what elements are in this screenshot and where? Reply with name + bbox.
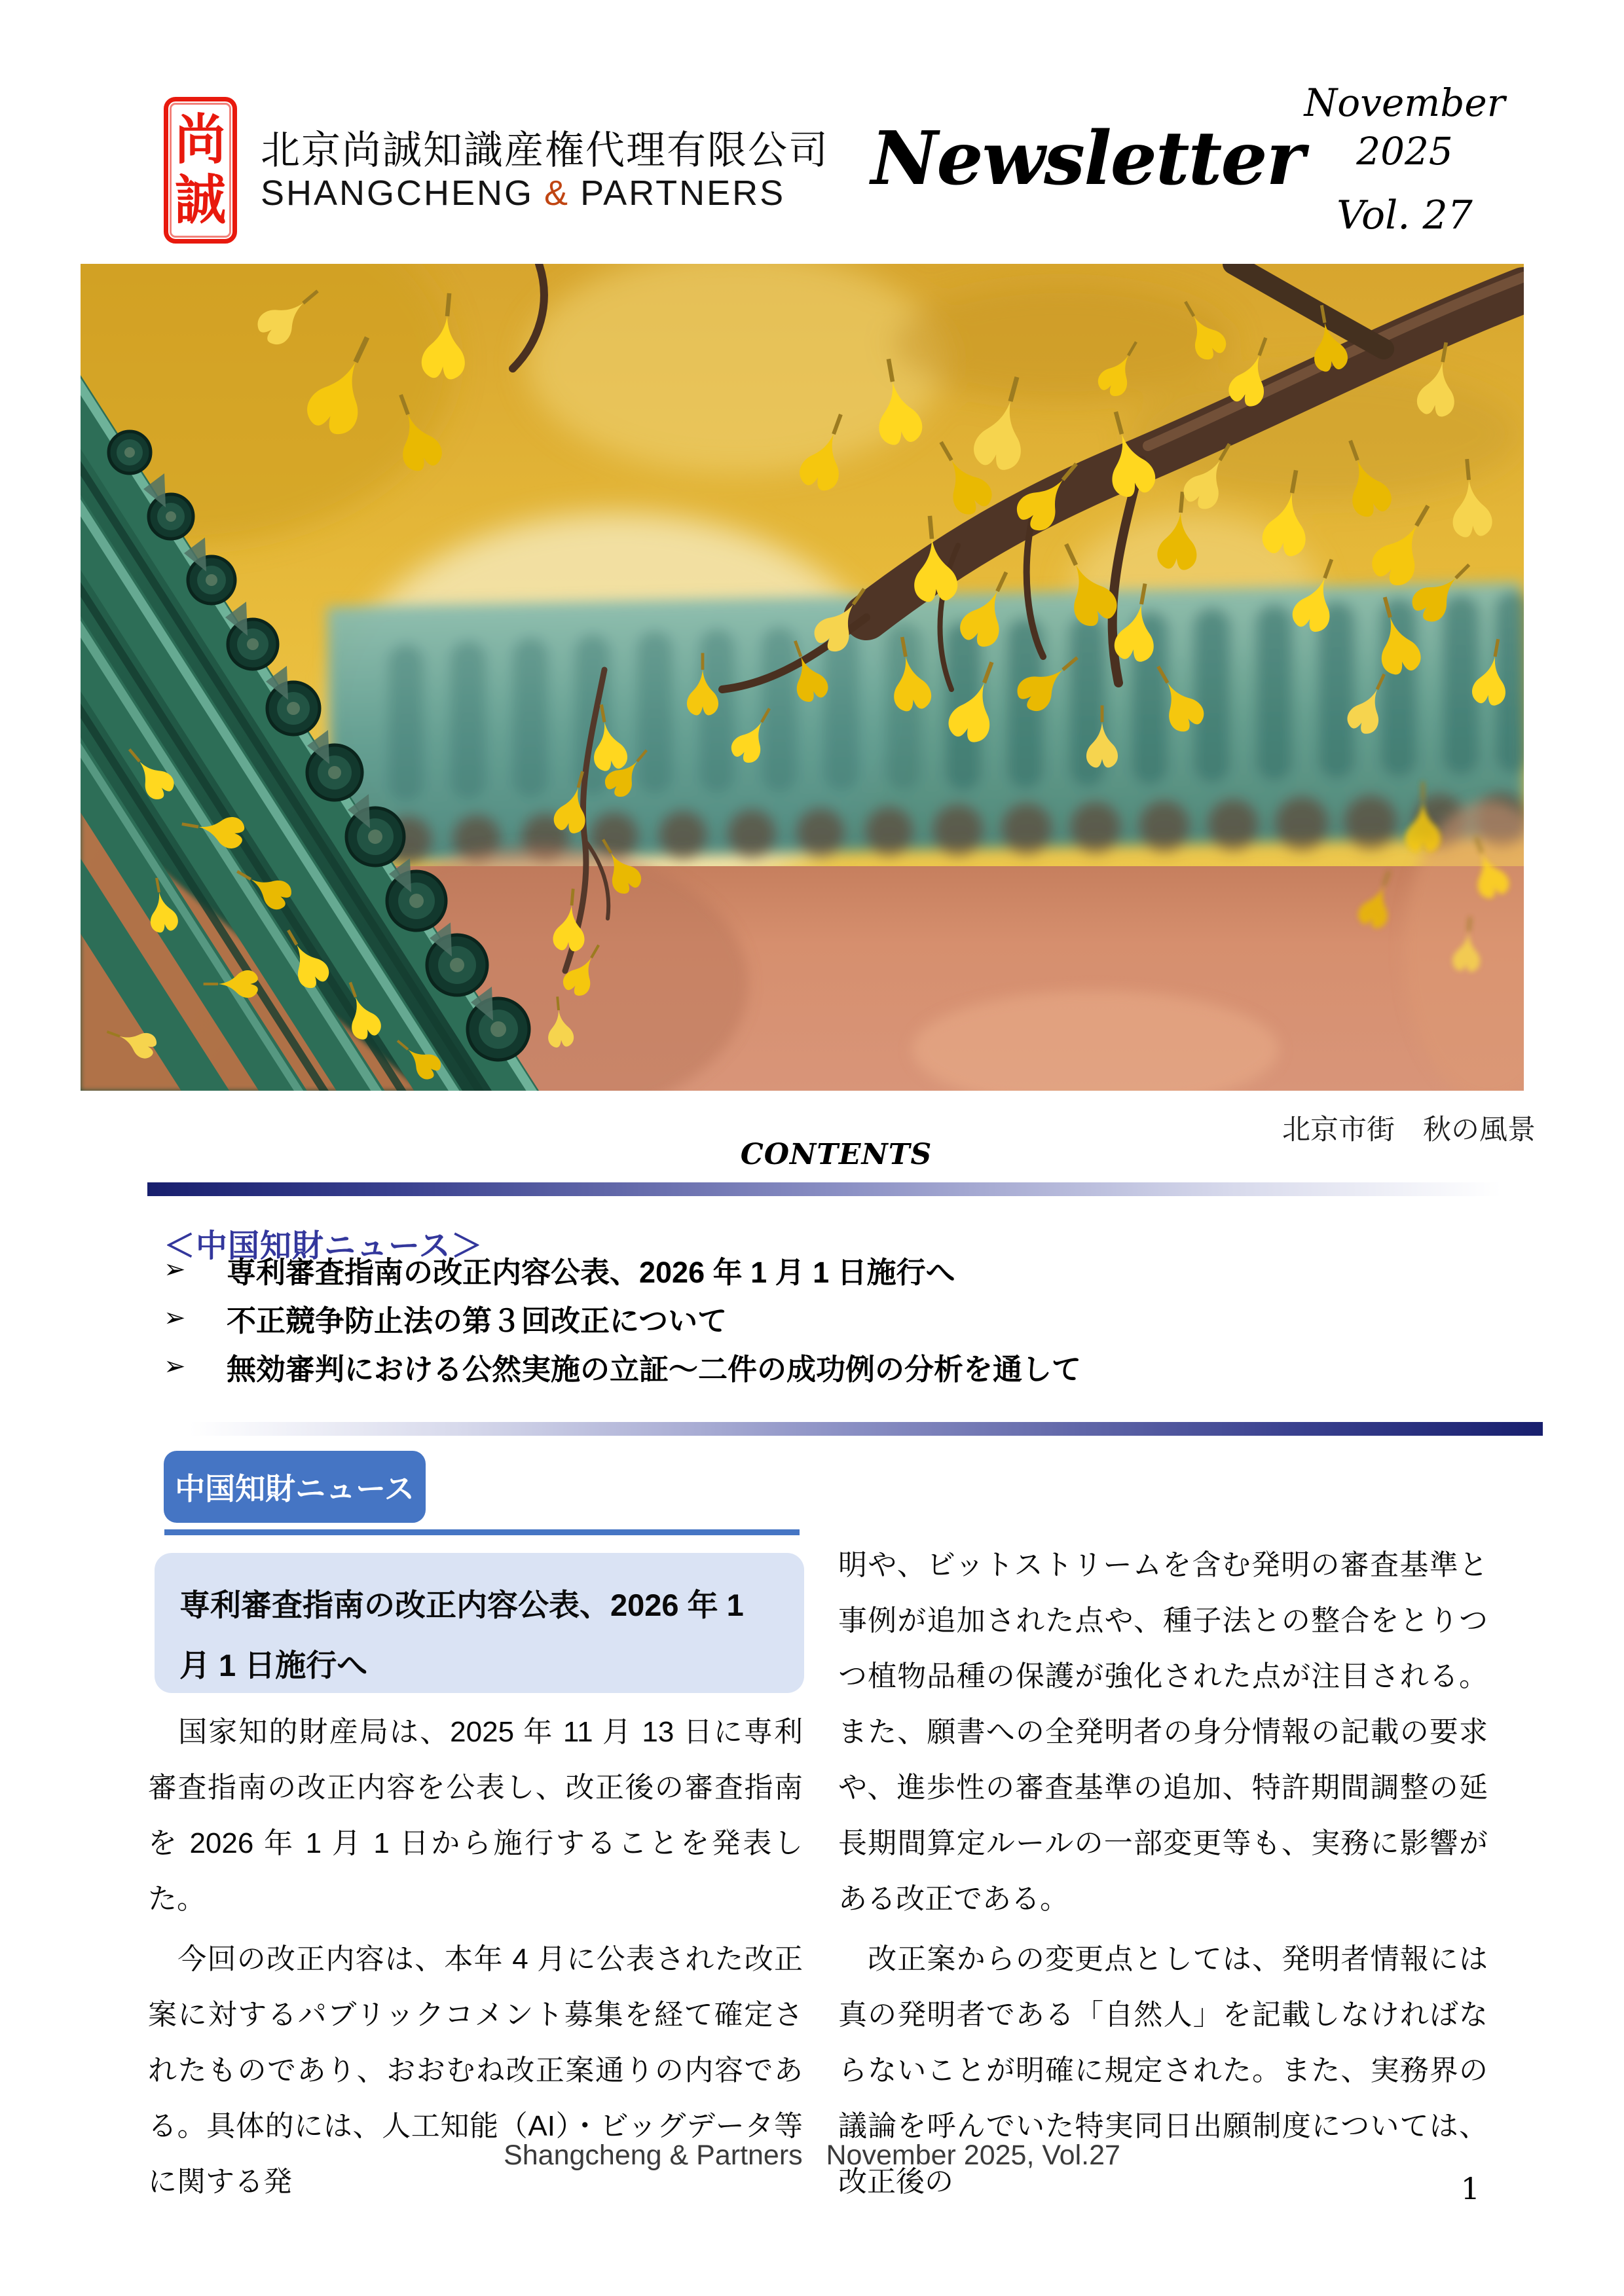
company-name-english bbox=[261, 173, 785, 213]
arrow-bullet-icon: ➢ bbox=[164, 1255, 186, 1284]
section-tab-underline bbox=[164, 1529, 800, 1535]
company-name-japanese: 北京尚誠知識産権代理有限公司 bbox=[261, 128, 829, 172]
company-name-en-part1: SHANGCHENG bbox=[261, 173, 534, 213]
issue-month: November 2025 bbox=[1304, 81, 1505, 173]
issue-volume: Vol. 27 bbox=[1337, 192, 1473, 238]
contents-item-label: 不正競争防止法の第３回改正について bbox=[227, 1303, 728, 1338]
contents-item-label: 無効審判における公然実施の立証～二件の成功例の分析を通して bbox=[227, 1352, 1082, 1386]
seal-character-bottom: 誠 bbox=[174, 168, 226, 232]
contents-label: CONTENTS bbox=[740, 1138, 932, 1171]
cover-photo-autumn-ginkgo bbox=[81, 264, 1524, 1091]
article-paragraph: 国家知的財産局は、2025 年 11 月 13 日に専利審査指南の改正内容を公表し、改正後の審査指南を 2026 年 1 月 1 日から施行することを発表した。 bbox=[148, 1716, 803, 1915]
arrow-bullet-icon: ➢ bbox=[164, 1303, 186, 1332]
section-tab-china-ip-news bbox=[164, 1451, 426, 1523]
seal-character-top: 尚 bbox=[174, 108, 226, 172]
photo-caption: 北京市街 秋の風景 bbox=[1282, 1114, 1536, 1146]
issue-info bbox=[1264, 79, 1545, 240]
contents-section-heading: ＜中国知財ニュース＞ bbox=[164, 1229, 483, 1264]
article-title-line2: 月 1 日施行へ bbox=[179, 1648, 368, 1683]
contents-item bbox=[164, 1342, 1545, 1391]
contents-item bbox=[164, 1294, 1545, 1342]
article-column-right bbox=[838, 1537, 1488, 2214]
article-title-box bbox=[155, 1553, 804, 1693]
company-name-en-part2: PARTNERS bbox=[580, 173, 786, 213]
company-name-ampersand: & bbox=[544, 173, 570, 213]
page-number: 1 bbox=[1460, 2171, 1480, 2206]
section-tab-label: 中国知財ニュース bbox=[175, 1472, 415, 1506]
article-paragraph: 改正案からの変更点としては、発明者情報には真の発明者である「自然人」を記載しなければならないことが明確に規定された。また、実務界の議論を呼んでいた特実同日出願制度については、改正後の bbox=[838, 1943, 1488, 2198]
gradient-rule-top bbox=[147, 1182, 1543, 1196]
article-paragraph: 明や、ビットストリームを含む発明の審査基準と事例が追加された点や、種子法との整合をとりつつ植物品種の保護が強化された点が注目される。また、願書への全発明者の身分情報の記載の要求や、進歩性の審査基準の追加、特許期間調整の延長期間算定ルールの一部変更等も、実務に影響がある改正である。 bbox=[838, 1549, 1488, 1915]
article-column-left bbox=[148, 1704, 803, 2214]
contents-item-label: 専利審査指南の改正内容公表、2026 年 1 月 1 日施行へ bbox=[227, 1255, 955, 1289]
article-paragraph: 今回の改正内容は、本年 4 月に公表された改正案に対するパブリックコメント募集を経て確定されたものであり、おおむね改正案通りの内容である。具体的には、人工知能（AI）・ビッグデータ等に関する発 bbox=[148, 1943, 803, 2198]
contents-list bbox=[164, 1245, 1545, 1391]
footer-text: Shangcheng & Partners November 2025, Vol.27 bbox=[504, 2140, 1120, 2171]
newsletter-masthead-title: Newsletter bbox=[871, 116, 1304, 202]
gradient-rule-bottom bbox=[147, 1422, 1543, 1436]
company-seal-stamp bbox=[164, 97, 237, 244]
contents-item bbox=[164, 1245, 1545, 1294]
article-title-line1: 専利審査指南の改正内容公表、2026 年 1 bbox=[179, 1588, 744, 1622]
arrow-bullet-icon: ➢ bbox=[164, 1352, 186, 1381]
